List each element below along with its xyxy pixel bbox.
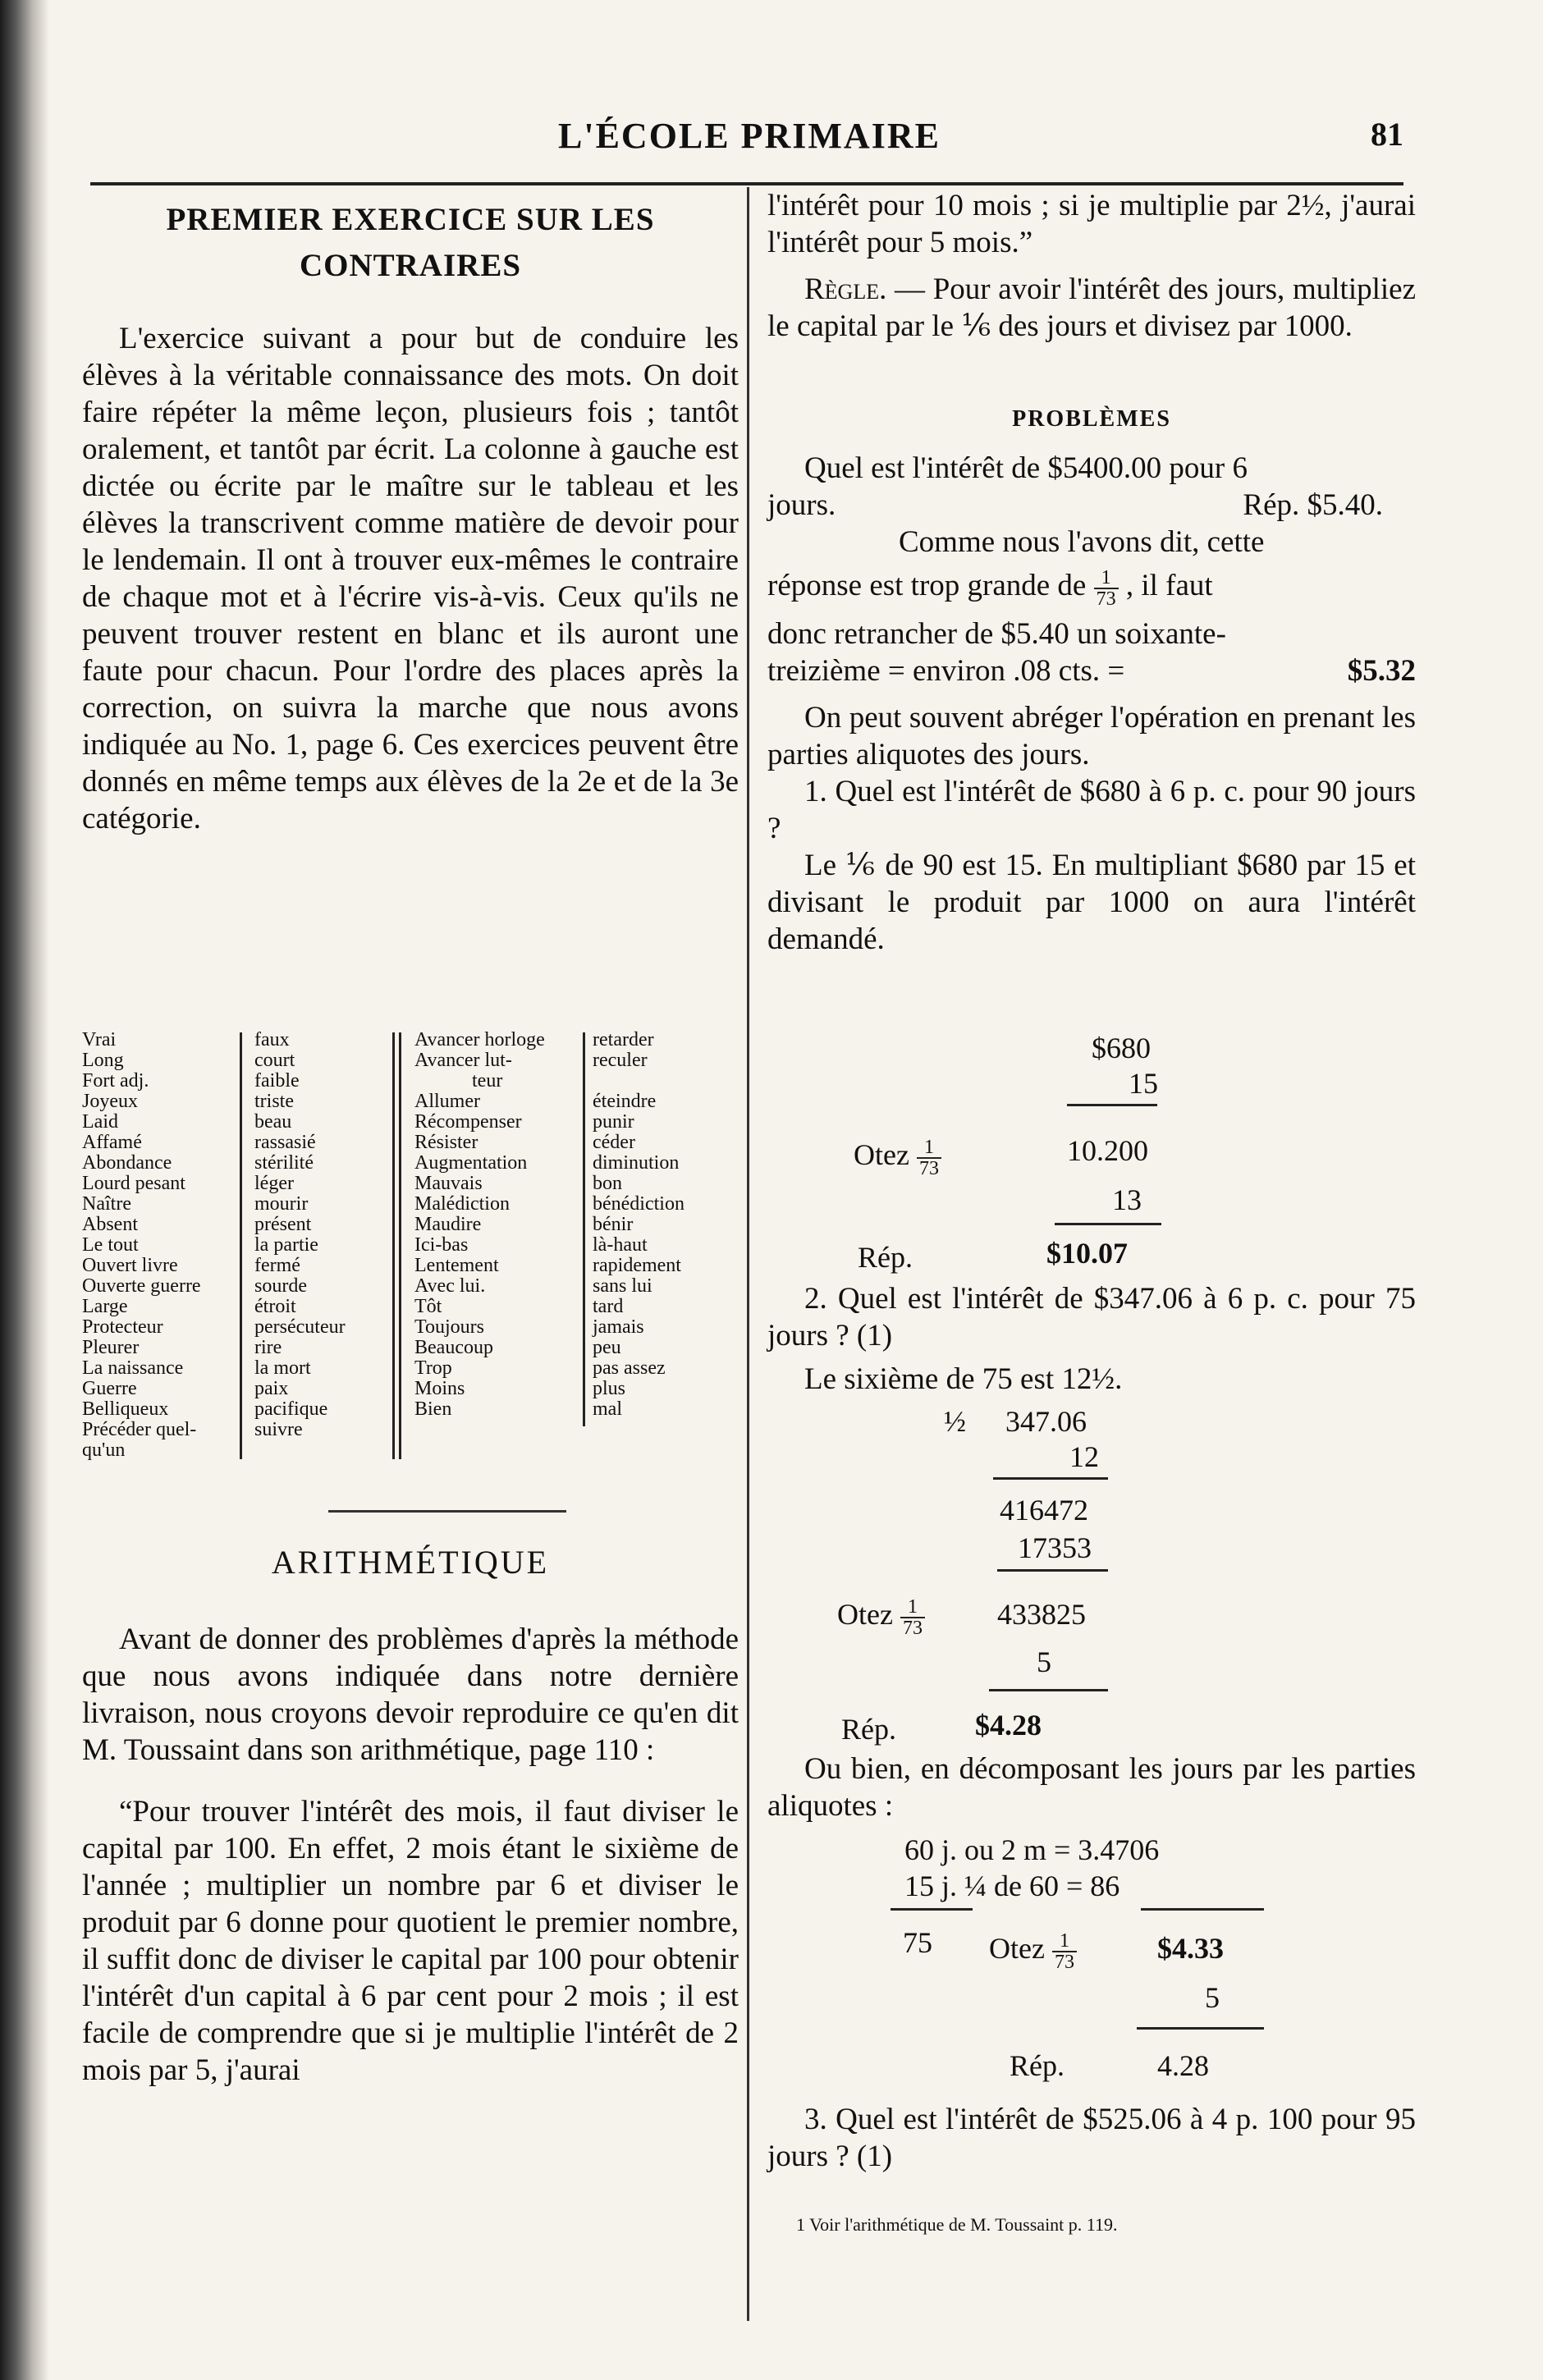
- otez-label: Otez: [854, 1138, 909, 1171]
- vocab-word: faible: [254, 1070, 300, 1092]
- vocab-word: Récompenser: [414, 1111, 522, 1133]
- problem-3: [767, 2101, 1416, 2175]
- vocab-word: sourde: [254, 1275, 307, 1297]
- problem-line: Comme nous l'avons dit, cette: [899, 525, 1265, 559]
- problem-line: Quel est l'intérêt de $5400.00 pour 6: [804, 451, 1248, 485]
- vocab-word: Augmentation: [414, 1152, 528, 1174]
- column-rule: [747, 187, 749, 2321]
- vocab-word: Malédiction: [414, 1193, 510, 1215]
- vocab-divider: [392, 1032, 395, 1459]
- problem-line: donc retrancher de $5.40 un soixante-: [767, 616, 1226, 651]
- problems-heading: PROBLÈMES: [1012, 406, 1171, 432]
- vocab-word: Pleurer: [82, 1337, 140, 1358]
- calc2-value: 347.06: [1005, 1405, 1087, 1438]
- problem-fraction-line: [767, 567, 1416, 609]
- calc-rule: [993, 1477, 1108, 1480]
- arithmetic-intro: [82, 1621, 739, 2089]
- fraction: [917, 1137, 941, 1179]
- vocab-word: bon: [593, 1173, 622, 1194]
- calc3-line: 15 j. ¼ de 60 = 86: [904, 1870, 1120, 1902]
- calc2-value: 416472: [1000, 1494, 1088, 1526]
- vocab-word: Maudire: [414, 1214, 482, 1235]
- vocab-word: Trop: [414, 1357, 452, 1379]
- otez-label: Otez: [837, 1598, 893, 1631]
- vocab-word: Avancer lut-: [414, 1050, 512, 1071]
- vocab-word: rire: [254, 1337, 282, 1358]
- vocab-word: Ouvert livre: [82, 1255, 178, 1276]
- fraction: [1094, 568, 1119, 609]
- calc-rule: [989, 1689, 1108, 1691]
- header-rule: [90, 182, 1403, 185]
- vocab-word: Joyeux: [82, 1091, 138, 1112]
- answer-text: Rép. $5.40.: [1243, 488, 1383, 522]
- vocab-word: sans lui: [593, 1275, 652, 1297]
- vocab-word: Belliqueux: [82, 1398, 169, 1420]
- vocab-word: [593, 1071, 736, 1092]
- page-number: 81: [1371, 116, 1403, 153]
- vocab-word: céder: [593, 1132, 635, 1153]
- vocab-word: jamais: [593, 1316, 644, 1338]
- otez-label: Otez: [989, 1932, 1045, 1965]
- answer-text: $5.32: [1347, 653, 1416, 688]
- calc2-value: 433825: [997, 1598, 1086, 1631]
- alternative-paragraph: Ou bien, en décomposant les jours par les parties aliquotes :: [767, 1752, 1416, 1823]
- calc2-value: 5: [1037, 1645, 1051, 1678]
- problem-1-solution: Le ⅙ de 90 est 15. En multipliant $680 par 15 et divisant le produit par 1000 on aura l'intérêt demandé.: [767, 848, 1416, 956]
- calc3-line: 75: [903, 1926, 932, 1959]
- exercise-heading-line2: CONTRAIRES: [299, 248, 522, 283]
- vocab-word: Ouverte guerre: [82, 1275, 201, 1297]
- quote-continuation: [767, 187, 1416, 345]
- vocab-column-contraries-2: [593, 1030, 736, 1420]
- vocab-word: rapidement: [593, 1255, 681, 1276]
- vocab-word: qu'un: [82, 1439, 126, 1461]
- vocab-word: stérilité: [254, 1152, 314, 1174]
- vocab-divider: [399, 1032, 401, 1459]
- vocab-word: Mauvais: [414, 1173, 483, 1194]
- calc-rule: [1067, 1104, 1157, 1106]
- vocab-divider: [583, 1032, 585, 1426]
- vocab-word: la partie: [254, 1234, 318, 1256]
- vocab-word: Bien: [414, 1398, 452, 1420]
- calc3-otez: [989, 1930, 1077, 1972]
- calc1-value: $680: [1092, 1032, 1151, 1064]
- vocab-word: Avancer horloge: [414, 1029, 545, 1050]
- alternative-method: [767, 1751, 1416, 1824]
- fraction-denominator: 73: [902, 1617, 923, 1639]
- problem-intro: [767, 450, 1416, 958]
- vocab-word: triste: [254, 1091, 294, 1112]
- vocab-word: rassasié: [254, 1132, 316, 1153]
- vocab-word: Allumer: [414, 1091, 480, 1112]
- vocab-word: suivre: [254, 1419, 303, 1440]
- rule-text: — Pour avoir l'intérêt des jours, multipliez le capital par le ⅙ des jours et divisez par 1000.: [767, 272, 1416, 343]
- problem-line: treizième = environ .08 cts. =: [767, 653, 1125, 688]
- problem-3-question: 3. Quel est l'intérêt de $525.06 à 4 p. 100 pour 95 jours ? (1): [767, 2103, 1416, 2173]
- vocab-divider: [240, 1032, 242, 1459]
- vocab-word: Ici-bas: [414, 1234, 469, 1256]
- vocab-word: Large: [82, 1296, 128, 1317]
- vocab-word: Tôt: [414, 1296, 442, 1317]
- vocab-word: court: [254, 1050, 295, 1071]
- calc3-rep: Rép.: [1010, 2049, 1065, 2082]
- problem-1-question: 1. Quel est l'intérêt de $680 à 6 p. c. pour 90 jours ?: [767, 774, 1416, 845]
- vocab-word: mal: [593, 1398, 622, 1420]
- fraction-denominator: 73: [918, 1157, 939, 1179]
- footnote: 1 Voir l'arithmétique de M. Toussaint p. 119.: [796, 2214, 1118, 2235]
- problem-line: , il faut: [1125, 569, 1213, 602]
- vocab-word: étroit: [254, 1296, 296, 1317]
- vocab-word: Précéder quel-: [82, 1419, 197, 1440]
- fraction: [1052, 1931, 1077, 1972]
- calc-rule: [1137, 2027, 1264, 2030]
- vocab-word: plus: [593, 1378, 626, 1399]
- vocab-word: présent: [254, 1214, 312, 1235]
- vocab-word: tard: [593, 1296, 624, 1317]
- calc1-otez: [854, 1137, 941, 1179]
- vocab-word: Beaucoup: [414, 1337, 493, 1358]
- vocab-word: beau: [254, 1111, 292, 1133]
- vocab-word: Avec lui.: [414, 1275, 486, 1297]
- vocab-word: Le tout: [82, 1234, 139, 1256]
- quote-end: l'intérêt pour 10 mois ; si je multiplie par 2½, j'aurai l'intérêt pour 5 mois.”: [767, 189, 1416, 259]
- vocab-word: éteindre: [593, 1091, 657, 1112]
- vocab-word: Absent: [82, 1214, 138, 1235]
- fraction-numerator: 1: [1052, 1931, 1077, 1952]
- vocab-word: Lentement: [414, 1255, 499, 1276]
- rule-paragraph: [767, 271, 1416, 345]
- calc3-value: 5: [1205, 1981, 1220, 2014]
- vocab-word: Naître: [82, 1193, 131, 1215]
- calc-rule: [891, 1908, 973, 1911]
- calc2-answer: $4.28: [975, 1709, 1042, 1742]
- exercise-heading-line1: PREMIER EXERCICE SUR LES: [166, 202, 655, 237]
- problem-line: réponse est trop grande de: [767, 569, 1087, 602]
- fraction-numerator: 1: [900, 1597, 925, 1618]
- calc1-value: 10.200: [1067, 1134, 1148, 1167]
- calc2-rep: Rép.: [841, 1713, 896, 1746]
- fraction-denominator: 73: [1096, 588, 1116, 610]
- vocab-word: pas assez: [593, 1357, 666, 1379]
- problem-2-question: 2. Quel est l'intérêt de $347.06 à 6 p. c. pour 75 jours ? (1): [767, 1282, 1416, 1352]
- calc2-fraction: ½: [944, 1405, 966, 1438]
- fraction-numerator: 1: [1094, 568, 1119, 589]
- vocab-column-contraries: [254, 1030, 386, 1440]
- vocab-word: teur: [472, 1070, 503, 1092]
- vocab-word: là-haut: [593, 1234, 648, 1256]
- calc3-value: $4.33: [1157, 1932, 1224, 1965]
- vocab-word: bénir: [593, 1214, 634, 1235]
- calc-rule: [1141, 1908, 1264, 1911]
- vocab-word: bénédiction: [593, 1193, 685, 1215]
- calc1-rep: Rép.: [858, 1241, 913, 1274]
- problem-2: [767, 1280, 1416, 1398]
- fraction-denominator: 73: [1054, 1951, 1074, 1973]
- vocab-word: Résister: [414, 1132, 478, 1153]
- calc1-answer: $10.07: [1046, 1237, 1128, 1270]
- section-separator: [328, 1510, 566, 1513]
- calc1-value: 15: [1129, 1067, 1158, 1100]
- exercise-intro: [82, 320, 739, 837]
- problem-2-solution: Le sixième de 75 est 12½.: [804, 1362, 1123, 1396]
- toussaint-quote: “Pour trouver l'intérêt des mois, il faut diviser le capital par 100. En effet, 2 mois étant le sixième de l'année ; multiplier un nombre par 6 et diviser le produit par 6 donne pour quotient le premier nombre, il suffit donc de diviser le capital par 100 pour obtenir l'intérêt d'un capital à 6 par cent pour 2 mois ; il est facile de comprendre que si je multiplie l'intérêt de 2 mois par 5, j'aurai: [82, 1795, 739, 2087]
- rule-label: Règle.: [804, 272, 887, 306]
- vocab-word: mourir: [254, 1193, 309, 1215]
- vocab-word: Laid: [82, 1111, 118, 1133]
- vocab-word: Guerre: [82, 1378, 137, 1399]
- problem-line: jours.: [767, 488, 836, 522]
- calc3-line: 60 j. ou 2 m = 3.4706: [904, 1833, 1160, 1866]
- vocab-word: léger: [254, 1173, 294, 1194]
- vocab-column-words-2: [414, 1030, 579, 1420]
- vocab-word: Toujours: [414, 1316, 484, 1338]
- vocab-word: fermé: [254, 1255, 300, 1276]
- calc-rule: [997, 1569, 1108, 1572]
- fraction-numerator: 1: [917, 1137, 941, 1159]
- vocab-word: Affamé: [82, 1132, 142, 1153]
- calc2-otez: [837, 1596, 925, 1638]
- vocab-word: Protecteur: [82, 1316, 163, 1338]
- vocab-word: La naissance: [82, 1357, 184, 1379]
- vocab-word: diminution: [593, 1152, 680, 1174]
- problem-answer-line: [767, 487, 1416, 524]
- vocab-word: retarder: [593, 1029, 654, 1050]
- calc2-value: 12: [1069, 1440, 1099, 1473]
- vocab-column-words: [82, 1030, 238, 1461]
- vocab-word: punir: [593, 1111, 634, 1133]
- intro-paragraph: L'exercice suivant a pour but de conduire les élèves à la véritable connaissance des mots. On doit faire répéter la même leçon, plusieurs fois ; tantôt oralement, et tantôt par écrit. La colonne à gauche est dictée ou écrite par le maître sur le tableau et les élèves la transcrivent comme matière de devoir pour le lendemain. Il ont à trouver eux-mêmes le contraire de chaque mot et à l'écrire vis-à-vis. Ceux qu'ils ne peuvent trouver restent en blanc et ils auront une faute pour chacun. Pour l'ordre des places après la correction, on suivra la marche que nous avons indiquée au No. 1, page 6. Ces exercices peuvent être donnés en même temps aux élèves de la 2e et de la 3e catégorie.: [82, 322, 739, 835]
- fraction: [900, 1597, 925, 1638]
- problem-result-line: [767, 652, 1416, 689]
- calc2-value: 17353: [1018, 1531, 1092, 1564]
- calc3-answer: 4.28: [1157, 2049, 1209, 2082]
- vocab-word: Moins: [414, 1378, 465, 1399]
- vocab-word: Abondance: [82, 1152, 172, 1174]
- running-title: L'ÉCOLE PRIMAIRE: [558, 116, 941, 156]
- vocab-word: reculer: [593, 1050, 648, 1071]
- vocab-word: Fort adj.: [82, 1070, 149, 1092]
- scan-edge: [0, 0, 49, 2380]
- vocab-word: Lourd pesant: [82, 1173, 185, 1194]
- calc1-value: 13: [1112, 1183, 1142, 1216]
- vocab-word: paix: [254, 1378, 289, 1399]
- arithmetic-heading: ARITHMÉTIQUE: [271, 1544, 550, 1581]
- arithmetic-paragraph: Avant de donner des problèmes d'après la méthode que nous avons indiquée dans notre dernière livraison, nous croyons devoir reproduire ce qu'en dit M. Toussaint dans son arithmétique, page 110 :: [82, 1623, 739, 1767]
- vocab-word: Long: [82, 1050, 124, 1071]
- exercise-heading: [82, 197, 739, 289]
- vocab-word: faux: [254, 1029, 290, 1050]
- vocab-word: la mort: [254, 1357, 311, 1379]
- vocab-word: peu: [593, 1337, 621, 1358]
- vocab-word: persécuteur: [254, 1316, 346, 1338]
- aliquot-paragraph: On peut souvent abréger l'opération en prenant les parties aliquotes des jours.: [767, 700, 1416, 771]
- vocab-word: Vrai: [82, 1029, 117, 1050]
- calc-rule: [1055, 1223, 1161, 1225]
- vocab-word: pacifique: [254, 1398, 328, 1420]
